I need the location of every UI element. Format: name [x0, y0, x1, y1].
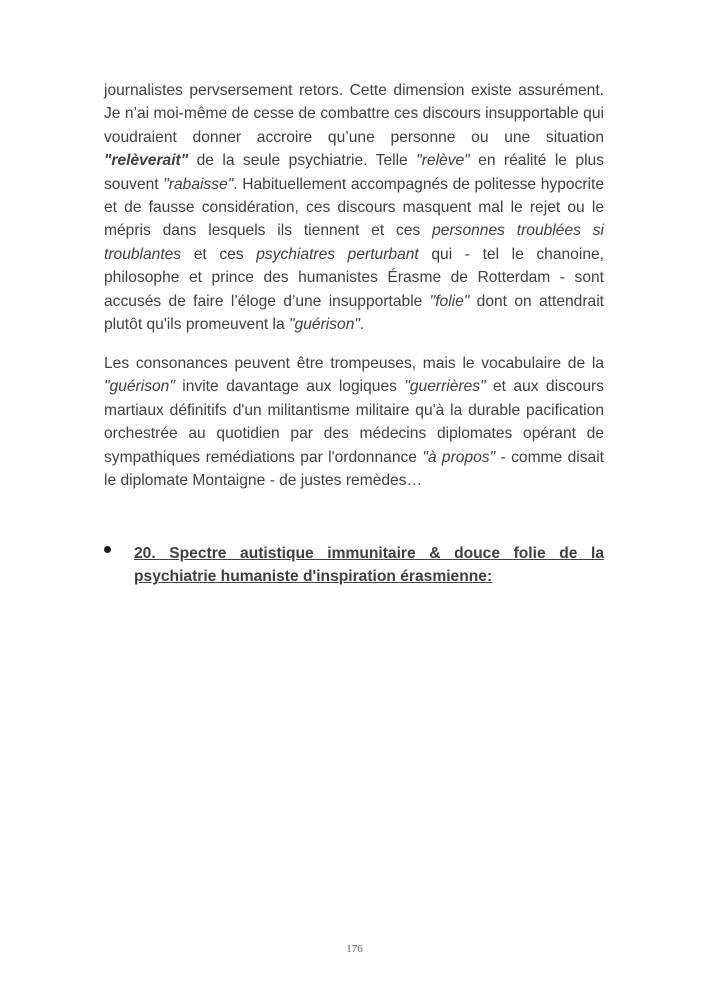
italic-text: "à propos"	[422, 448, 496, 466]
text-run: invite davantage aux logiques	[174, 378, 405, 396]
text-run: . Habituellement accompagnés de politesse hypocrite et de fausse considération, ces discours masquent mal le rejet ou le mépris dans lesquels ils tiennent et ces	[104, 175, 604, 240]
text-run: en réalité le plus souvent	[104, 152, 605, 193]
italic-text: personnes troublées si troublantes	[104, 222, 604, 263]
italic-text: "guérison"	[104, 378, 175, 396]
text-run: et aux discours martiaux définitifs d'un militantisme militaire qu'à la durable pacification orchestrée au quotidien par des médecins diplomates opérant de sympathiques remédiations par l'ordonnance	[104, 378, 604, 466]
text-run: qui - tel le chanoine, philosophe et prince des humanistes Érasme de Rotterdam - sont accusés de faire l’éloge d’une insupportable	[104, 245, 604, 310]
section-heading: 20. Spectre autistique immunitaire & douce folie de la psychiatrie humaniste d'inspiration érasmienne:	[134, 545, 604, 586]
italic-text: "rabaisse"	[163, 175, 234, 193]
page-number: 176	[346, 943, 363, 955]
text-run: journalistes pervsersement retors. Cette dimension existe assurément. Je n’ai moi-même de cesse de combattre ces discours insupportable qui voudraient donner accroire qu’une personne ou une situation	[104, 82, 604, 146]
italic-text: "relève"	[416, 152, 470, 170]
italic-text: psychiatres perturbant	[256, 245, 419, 263]
body-paragraph-2	[104, 352, 604, 492]
text-run: dont on attendrait plutôt qu'ils promeuvent la	[104, 292, 605, 334]
text-run: de la seule psychiatrie. Telle	[188, 152, 417, 170]
body-paragraph-1	[104, 79, 604, 336]
text-run: - comme disait le diplomate Montaigne - de justes remèdes…	[104, 448, 604, 490]
italic-text: "guerrières"	[404, 378, 486, 396]
text-run: et ces	[181, 245, 257, 263]
text-run: Les consonances peuvent être trompeuses, mais le vocabulaire de la	[104, 355, 604, 372]
bullet-icon	[104, 546, 111, 553]
text-run: .	[359, 316, 365, 334]
italic-text: "guérison"	[289, 316, 360, 334]
italic-text: "folie"	[429, 292, 470, 310]
emphasis-text: "relèverait"	[104, 152, 189, 170]
